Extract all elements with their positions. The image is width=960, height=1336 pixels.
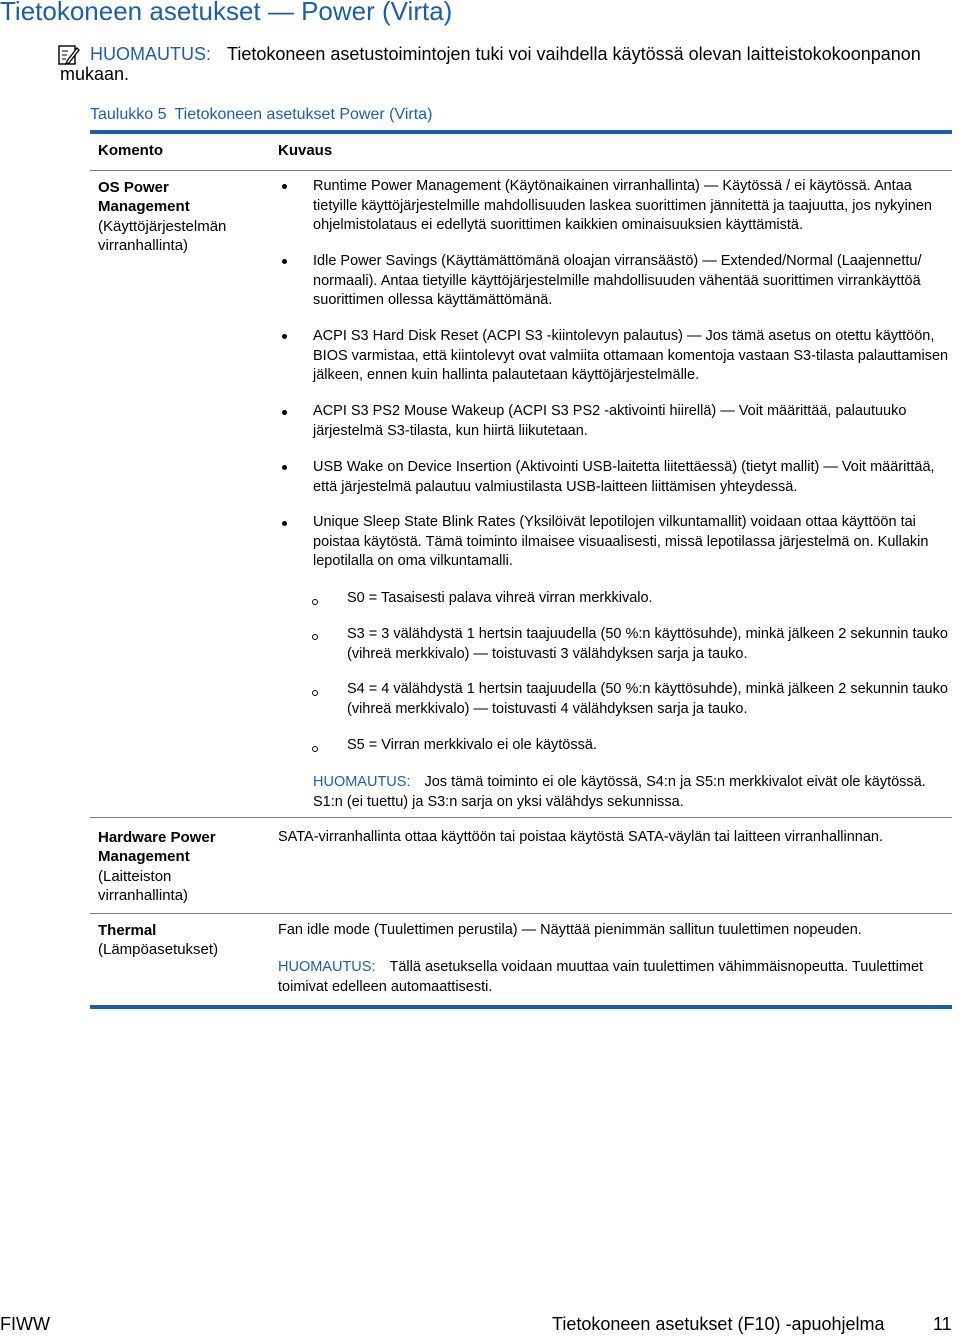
footer-page-number: 11 — [933, 1314, 952, 1334]
header-rule — [90, 170, 952, 171]
bullet-icon — [282, 465, 287, 470]
sub-bullet-icon — [312, 634, 318, 640]
bullet-icon — [282, 521, 287, 526]
row-os-power-command — [98, 178, 258, 256]
command-name: Thermal — [98, 922, 157, 939]
sub-bullet-icon — [312, 746, 318, 752]
header-command: Komento — [98, 142, 163, 159]
row-hardware-power-description: SATA-virranhallinta ottaa käyttöön tai poistaa käytöstä SATA-väylän tai laitteen virranhallinnan. — [278, 829, 884, 845]
footer-left: FIWW — [0, 1314, 50, 1334]
sub-list-item: S0 = Tasaisesti palava vihreä virran merkkivalo. — [347, 590, 653, 606]
command-name: OS Power Management — [98, 179, 190, 216]
note-label: HUOMAUTUS: — [278, 959, 376, 975]
row-divider — [90, 817, 952, 818]
table-bottom-rule — [90, 1005, 952, 1009]
list-item: USB Wake on Device Insertion (Aktivointi USB-laitetta liitettäessä) (tietyt mallit) — Voit määrittää, että järjestelmä palautuu valmiustilasta USB-laitteen liittämisen yhteydessä. — [313, 459, 935, 495]
command-subtitle: (Lämpöasetukset) — [98, 941, 219, 959]
note-pencil-icon — [58, 44, 80, 66]
sub-list-item: S4 = 4 välähdystä 1 hertsin taajuudella (50 %:n käyttösuhde), minkä jälkeen 2 sekunnin tauko (vihreä merkkivalo) — toistuvasti 4 välähdyksen sarja ja tauko. — [347, 681, 948, 717]
list-item: Unique Sleep State Blink Rates (Yksilöivät lepotilojen vilkuntamallit) voidaan ottaa käyttöön tai poistaa käytöstä. Tämä toiminto ilmaisee visuaalisesti, missä lepotilassa järjestelmä on. Kullakin lepotilalla on oma vilkuntamalli. — [313, 514, 929, 569]
command-subtitle: (Laitteiston virranhallinta) — [98, 867, 189, 905]
header-description: Kuvaus — [278, 142, 333, 159]
row-thermal-command — [98, 921, 258, 960]
note-text: Jos tämä toiminto ei ole käytössä, S4:n ja S5:n merkkivalot eivät ole käytössä. S1:n (ei tuettu) ja S3:n sarja on yksi välähdys sekunnissa. — [313, 774, 926, 810]
sub-list-item: S5 = Virran merkkivalo ei ole käytössä. — [347, 737, 597, 753]
bullet-icon — [282, 334, 287, 339]
list-item: Idle Power Savings (Käyttämättömänä oloajan virransäästö) — Extended/Normal (Laajennettu/ normaali). Antaa tietyille käyttöjärjestelmille mahdollisuuden vähentää suorittimen virrankäyttöä suorittimen ollessa käyttämättömänä. — [313, 253, 922, 308]
note-text: Tällä asetuksella voidaan muuttaa vain tuulettimen vähimmäisnopeutta. Tuulettimet toimivat edelleen automaattisesti. — [278, 959, 924, 995]
list-item: Runtime Power Management (Käytönaikainen virranhallinta) — Käytössä / ei käytössä. Antaa tietyille käyttöjärjestelmille mahdollisuuden laskea suorittimen jännitettä ja taajuutta, jos nykyinen ohjelmistolataus ei edellytä suorittimen kaikkien ominaisuuksien käyttämistä. — [313, 178, 932, 233]
page-note — [60, 44, 940, 84]
list-item: ACPI S3 Hard Disk Reset (ACPI S3 -kiintolevyn palautus) — Jos tämä asetus on otettu käyttöön, BIOS varmistaa, että kiintolevyt ovat valmiita ottamaan komentoja vastaan S3-tilasta palauttamisen jälkeen, ennen kuin hallinta palautetaan käyttöjärjestelmälle. — [313, 328, 949, 383]
bullet-icon — [282, 410, 287, 415]
page-title: Tietokoneen asetukset — Power (Virta) — [0, 0, 453, 26]
table-caption — [90, 106, 432, 124]
list-item: ACPI S3 PS2 Mouse Wakeup (ACPI S3 PS2 -aktivointi hiirellä) — Voit määrittää, palautuuko järjestelmä S3-tilasta, kun hiirtä liikutetaan. — [313, 403, 907, 439]
command-name: Hardware Power Management — [98, 829, 216, 866]
note-label: HUOMAUTUS: — [313, 774, 411, 790]
table-top-rule — [90, 130, 952, 134]
sub-bullet-icon — [312, 599, 318, 605]
row-hardware-power-command — [98, 828, 258, 906]
command-subtitle: (Käyttöjärjestelmän virranhallinta) — [98, 217, 227, 255]
sub-list-item: S3 = 3 välähdystä 1 hertsin taajuudella (50 %:n käyttösuhde), minkä jälkeen 2 sekunnin tauko (vihreä merkkivalo) — toistuvasti 3 välähdyksen sarja ja tauko. — [347, 626, 948, 662]
row-thermal-description: Fan idle mode (Tuulettimen perustila) — Näyttää pienimmän sallitun tuulettimen nopeuden. — [278, 922, 862, 938]
note-text: Tietokoneen asetustoimintojen tuki voi vaihdella käytössä olevan laitteistokokoonpanon mukaan. — [60, 44, 921, 84]
row-divider — [90, 913, 952, 914]
table-caption-number: Taulukko 5 — [90, 106, 167, 123]
note-label: HUOMAUTUS: — [90, 44, 211, 64]
row-os-power-note — [313, 773, 953, 812]
footer-title: Tietokoneen asetukset (F10) -apuohjelma — [552, 1314, 885, 1334]
row-thermal-note — [278, 958, 953, 997]
bullet-icon — [282, 184, 287, 189]
sub-bullet-icon — [312, 690, 318, 696]
bullet-icon — [282, 259, 287, 264]
table-caption-title: Tietokoneen asetukset Power (Virta) — [174, 106, 433, 123]
